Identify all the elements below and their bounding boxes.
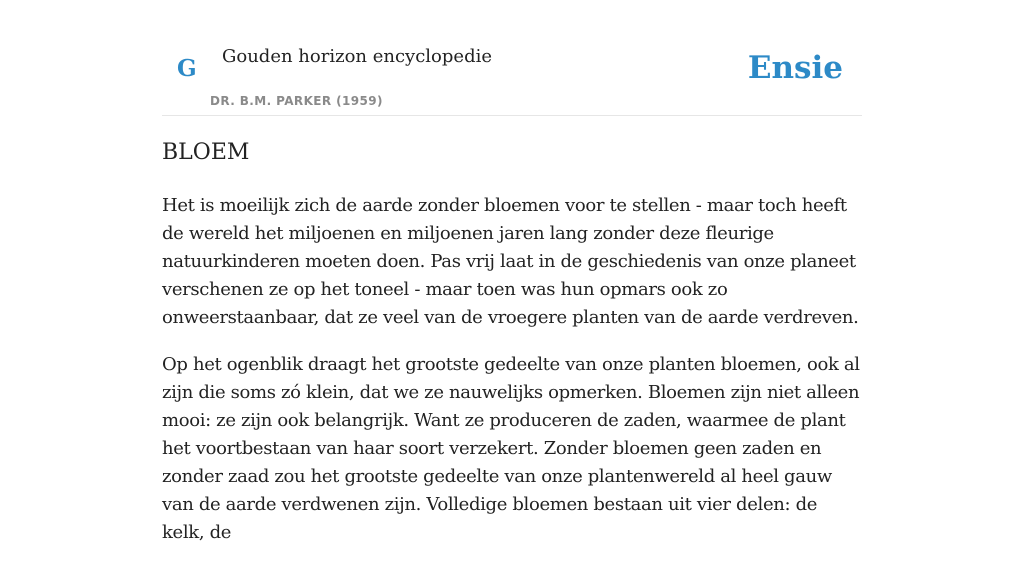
article-title: BLOEM bbox=[162, 140, 250, 165]
article-paragraph: Op het ogenblik draagt het grootste gedeelte van onze planten bloemen, ook al zijn die soms zó klein, dat we ze nauwelijks opmerken. Bloemen zijn niet alleen mooi: ze zijn ook belangrijk. Want ze produceren de zaden, waarmee de plant het voortbestaan van haar soort verzekert. Zonder bloemen geen zaden en zonder zaad zou het grootste gedeelte van onze plantenwereld al heel gauw van de aarde verdwenen zijn. Volledige bloemen bestaan uit vier delen: de kelk, de bbox=[162, 354, 860, 543]
source-header bbox=[162, 0, 862, 116]
article-paragraph: Het is moeilijk zich de aarde zonder bloemen voor te stellen - maar toch heeft de wereld het miljoenen en miljoenen jaren lang zonder deze fleurige natuurkinderen moeten doen. Pas vrij laat in de geschiedenis van onze planeet verschenen ze op het toneel - maar toen was hun opmars ook zo onweerstaanbaar, dat ze veel van de vroegere planten van de aarde verdreven. bbox=[162, 195, 859, 328]
source-title[interactable]: Gouden horizon encyclopedie bbox=[222, 46, 492, 67]
source-logo[interactable]: G bbox=[177, 55, 197, 82]
page-container bbox=[162, 0, 862, 543]
article-body bbox=[162, 192, 862, 566]
source-author: DR. B.M. PARKER (1959) bbox=[210, 94, 383, 108]
ensie-logo-link[interactable]: Ensie bbox=[747, 50, 843, 86]
